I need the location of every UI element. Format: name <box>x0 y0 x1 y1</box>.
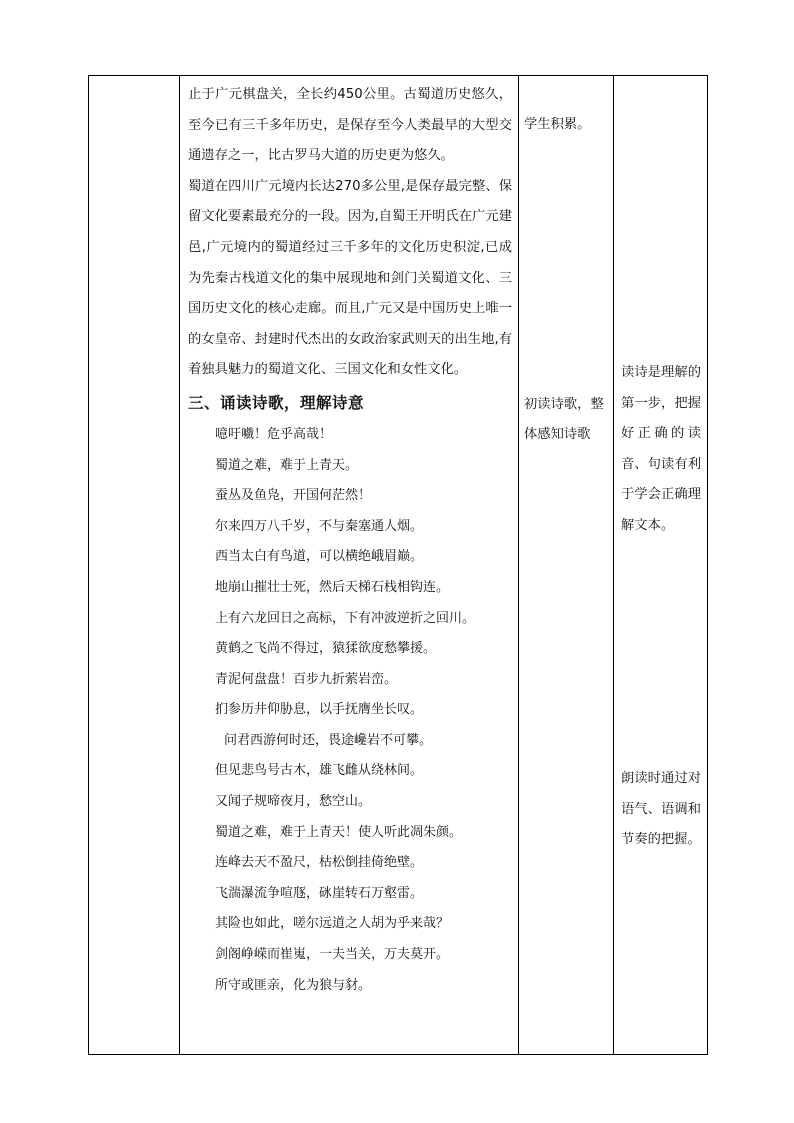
poem-line: 所守或匪亲，化为狼与豺。 <box>215 977 372 993</box>
poem-line: 其险也如此，嗟尔远道之人胡为乎来哉？ <box>215 916 450 932</box>
poem-line: 黄鹤之飞尚不得过，猿猱欲度愁攀援。 <box>215 641 437 657</box>
student-activity-note: 初读诗歌，整体感知诗歌 <box>524 397 604 442</box>
design-intent-note: 朗读时通过对语气、语调和节奏的把握。 <box>621 771 701 848</box>
intro-paragraph: 蜀道在四川广元境内长达270多公里,是保存最完整、保留文化要素最充分的一段。因为,自蜀王开明氏在广元建邑,广元境内的蜀道经过三千多年的文化历史积淀,已成为先秦古栈道文化的集中展现地和剑门关蜀道文化、三国历史文化的核心走廊。而且,广元又是中国历史上唯一的女皇帝、封建时代杰出的女政治家武则天的出生地,有着独具魅力的蜀道文化、三国文化和女性文化。 <box>188 178 512 378</box>
content-cell <box>180 76 519 1055</box>
poem-line: 上有六龙回日之高标，下有冲波逆折之回川。 <box>215 610 476 626</box>
poem-line: 但见悲鸟号古木，雄飞雌从绕林间。 <box>215 763 424 779</box>
poem-line: 尔来四万八千岁，不与秦塞通人烟。 <box>215 518 424 534</box>
poem-line: 蚕丛及鱼凫，开国何茫然！ <box>215 488 372 504</box>
teaching-content <box>180 76 518 1001</box>
poem-text <box>188 420 512 1001</box>
stage-cell <box>89 76 180 1055</box>
poem-line: 噫吁嚱！危乎高哉！ <box>215 426 333 442</box>
poem-line: 飞湍瀑流争喧豗，砯崖转石万壑雷。 <box>215 885 424 901</box>
lesson-plan-table <box>88 75 708 1055</box>
design-intent-cell <box>614 76 708 1055</box>
poem-line: 地崩山摧壮士死，然后天梯石栈相钩连。 <box>215 579 450 595</box>
student-activity-cell <box>519 76 614 1055</box>
poem-line: 蜀道之难，难于上青天。 <box>215 457 359 473</box>
student-activity-note: 学生积累。 <box>524 117 591 132</box>
poem-line: 蜀道之难，难于上青天！使人听此凋朱颜。 <box>215 824 463 840</box>
intro-paragraph: 止于广元棋盘关，全长约450公里。古蜀道历史悠久，至今已有三千多年历史，是保存至今人类最早的大型交通遗存之一，比古罗马大道的历史更为悠久。 <box>188 87 512 164</box>
table-row <box>89 76 708 1055</box>
design-intent-note: 读诗是理解的第一步，把握好正确的读音、句读有利于学会正确理解文本。 <box>621 365 701 533</box>
poem-line: 扪参历井仰胁息，以手抚膺坐长叹。 <box>215 702 424 718</box>
poem-line: 又闻子规啼夜月，愁空山。 <box>215 794 372 810</box>
section-heading: 三、诵读诗歌，理解诗意 <box>188 392 365 412</box>
poem-line: 连峰去天不盈尺，枯松倒挂倚绝壁。 <box>215 855 424 871</box>
poem-line: 剑阁峥嵘而崔嵬，一夫当关，万夫莫开。 <box>215 947 450 963</box>
poem-line: 青泥何盘盘！百步九折萦岩峦。 <box>215 671 398 687</box>
poem-line: 西当太白有鸟道，可以横绝峨眉巅。 <box>215 549 424 565</box>
poem-line: 问君西游何时还，畏途巉岩不可攀。 <box>224 732 433 748</box>
